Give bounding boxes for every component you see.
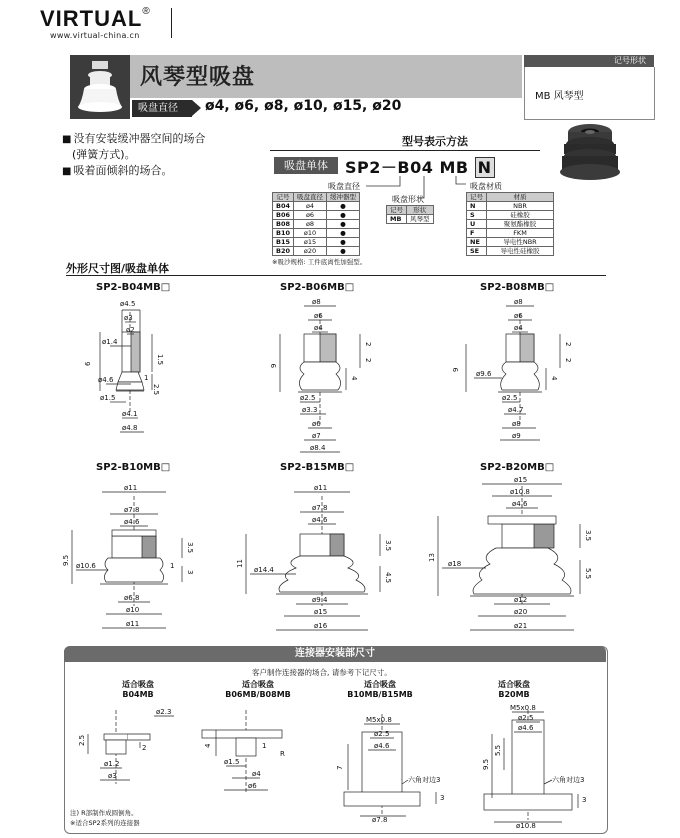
svg-text:3: 3 bbox=[440, 794, 445, 802]
dia-table-title: 吸盘直径 bbox=[328, 182, 360, 191]
svg-text:ø7.8: ø7.8 bbox=[312, 504, 328, 512]
svg-text:ø7.8: ø7.8 bbox=[124, 506, 140, 514]
svg-text:ø1.4: ø1.4 bbox=[102, 338, 118, 346]
svg-text:ø1.5: ø1.5 bbox=[224, 758, 240, 766]
svg-text:ø4.1: ø4.1 bbox=[122, 410, 138, 418]
svg-text:9: 9 bbox=[452, 367, 460, 372]
dim-b20-title: SP2-B20MB□ bbox=[480, 462, 555, 473]
dim-b15-title: SP2-B15MB□ bbox=[280, 462, 355, 473]
svg-text:3.5: 3.5 bbox=[186, 542, 194, 554]
conn-b04-title: 适合吸盘 B04MB bbox=[122, 680, 154, 699]
svg-text:ø16: ø16 bbox=[314, 622, 328, 630]
svg-text:ø12: ø12 bbox=[514, 596, 528, 604]
page-title: 风琴型吸盘 bbox=[140, 65, 256, 90]
svg-text:ø14.4: ø14.4 bbox=[254, 566, 274, 574]
svg-text:ø2: ø2 bbox=[126, 326, 135, 334]
dim-b08-drawing bbox=[452, 294, 590, 454]
svg-text:2: 2 bbox=[364, 358, 372, 363]
svg-text:ø11: ø11 bbox=[314, 484, 328, 492]
svg-text:ø4: ø4 bbox=[514, 324, 523, 332]
model-rule bbox=[270, 150, 540, 151]
symbol-body: MB 风琴型 bbox=[524, 67, 655, 120]
svg-text:4.5: 4.5 bbox=[384, 572, 392, 584]
svg-text:ø6.8: ø6.8 bbox=[124, 594, 140, 602]
svg-text:ø9.4: ø9.4 bbox=[312, 596, 328, 604]
feature-2: ■ 吸着面倾斜的场合。 bbox=[62, 164, 173, 177]
svg-text:ø10.6: ø10.6 bbox=[76, 562, 96, 570]
conn-b20-title: 适合吸盘 B20MB bbox=[498, 680, 530, 699]
dim-b04-title: SP2-B04MB□ bbox=[96, 282, 171, 293]
dim-b06-title: SP2-B06MB□ bbox=[280, 282, 355, 293]
header-divider bbox=[171, 8, 172, 38]
svg-text:ø4.6: ø4.6 bbox=[98, 376, 114, 384]
dims-rule bbox=[66, 275, 606, 276]
svg-text:ø4.8: ø4.8 bbox=[122, 424, 138, 432]
connector-note-1: 注) R部制作成圆倒角。 bbox=[70, 809, 138, 817]
brand-logo: VIRTUAL® bbox=[40, 6, 151, 31]
svg-text:ø4.5: ø4.5 bbox=[120, 300, 136, 308]
svg-text:1: 1 bbox=[262, 742, 267, 750]
svg-text:ø21: ø21 bbox=[514, 622, 528, 630]
svg-text:ø3: ø3 bbox=[108, 772, 117, 780]
svg-text:ø4.6: ø4.6 bbox=[374, 742, 390, 750]
svg-text:1.5: 1.5 bbox=[156, 354, 164, 366]
svg-text:9: 9 bbox=[270, 363, 278, 368]
symbol-header: 记号形状 bbox=[524, 55, 654, 67]
conn-b10-drawing bbox=[330, 704, 460, 824]
feature-1: ■ 没有安装缓冲器空间的场合 bbox=[62, 132, 206, 145]
svg-text:ø4: ø4 bbox=[314, 324, 323, 332]
svg-text:ø2.5: ø2.5 bbox=[502, 394, 518, 402]
conn-b10-title: 适合吸盘 B10MB/B15MB bbox=[347, 680, 413, 699]
svg-text:2.5: 2.5 bbox=[152, 384, 160, 396]
svg-text:ø6: ø6 bbox=[248, 782, 257, 790]
feature-1b: (弹簧方式)。 bbox=[72, 148, 136, 161]
svg-text:ø9.6: ø9.6 bbox=[476, 370, 492, 378]
conn-b04-drawing bbox=[76, 704, 186, 794]
svg-text:9.5: 9.5 bbox=[482, 758, 490, 770]
svg-text:1: 1 bbox=[144, 374, 149, 382]
svg-text:ø3.3: ø3.3 bbox=[302, 406, 318, 414]
shape-table-title: 吸盘形状 bbox=[392, 195, 424, 204]
svg-text:ø15: ø15 bbox=[314, 608, 328, 616]
svg-text:3: 3 bbox=[582, 796, 587, 804]
svg-text:ø4.7: ø4.7 bbox=[508, 406, 524, 414]
model-heading: 型号表示方法 bbox=[402, 135, 468, 148]
svg-text:2: 2 bbox=[364, 342, 372, 347]
svg-text:2.5: 2.5 bbox=[78, 734, 86, 746]
svg-text:ø11: ø11 bbox=[126, 620, 140, 628]
svg-text:ø2.5: ø2.5 bbox=[300, 394, 316, 402]
svg-text:7: 7 bbox=[336, 765, 344, 770]
svg-text:ø7.8: ø7.8 bbox=[372, 816, 388, 824]
svg-text:ø10.8: ø10.8 bbox=[510, 488, 530, 496]
dim-b10-title: SP2-B10MB□ bbox=[96, 462, 171, 473]
svg-text:M5x0.8: M5x0.8 bbox=[366, 716, 392, 724]
svg-text:ø6: ø6 bbox=[514, 312, 523, 320]
svg-text:六角对边3: 六角对边3 bbox=[408, 776, 441, 784]
svg-text:5.5: 5.5 bbox=[494, 744, 502, 756]
svg-text:ø18: ø18 bbox=[448, 560, 462, 568]
svg-text:ø8: ø8 bbox=[312, 298, 321, 306]
svg-text:ø4.6: ø4.6 bbox=[518, 724, 534, 732]
connector-heading: 连接器安装部尺寸 bbox=[64, 646, 606, 662]
svg-text:ø10.8: ø10.8 bbox=[516, 822, 536, 830]
svg-text:ø6: ø6 bbox=[314, 312, 323, 320]
svg-text:R: R bbox=[280, 750, 285, 758]
material-table-title: 吸盘材质 bbox=[470, 182, 502, 191]
dim-b20-drawing bbox=[430, 476, 610, 636]
dims-heading: 外形尺寸图/吸盘单体 bbox=[66, 262, 170, 275]
svg-text:2: 2 bbox=[142, 744, 147, 752]
svg-text:ø4.6: ø4.6 bbox=[124, 518, 140, 526]
svg-text:ø2.5: ø2.5 bbox=[518, 714, 534, 722]
svg-text:ø7: ø7 bbox=[312, 432, 321, 440]
shape-table: 记号 形状 MB 风琴型 bbox=[386, 205, 434, 224]
diameter-values: ø4, ø6, ø8, ø10, ø15, ø20 bbox=[205, 98, 402, 114]
svg-text:4: 4 bbox=[550, 376, 558, 381]
dim-b08-title: SP2-B08MB□ bbox=[480, 282, 555, 293]
svg-text:六角对边3: 六角对边3 bbox=[552, 776, 585, 784]
svg-text:ø6: ø6 bbox=[312, 420, 321, 428]
svg-text:9.5: 9.5 bbox=[62, 554, 70, 566]
dim-b15-drawing bbox=[236, 476, 400, 636]
conn-b06-drawing bbox=[196, 704, 316, 804]
dim-b10-drawing bbox=[62, 476, 202, 636]
dim-b06-drawing bbox=[270, 294, 390, 454]
svg-text:ø4.6: ø4.6 bbox=[512, 500, 528, 508]
svg-text:ø20: ø20 bbox=[514, 608, 528, 616]
svg-text:4: 4 bbox=[350, 376, 358, 381]
svg-text:ø1.2: ø1.2 bbox=[104, 760, 120, 768]
svg-text:ø8: ø8 bbox=[514, 298, 523, 306]
svg-text:ø9: ø9 bbox=[512, 432, 521, 440]
svg-text:ø1.5: ø1.5 bbox=[100, 394, 116, 402]
model-code: SP2－B04 MB N bbox=[345, 155, 495, 178]
svg-text:3.5: 3.5 bbox=[384, 540, 392, 552]
svg-text:ø11: ø11 bbox=[124, 484, 138, 492]
dim-b04-drawing bbox=[70, 294, 190, 444]
product-photo bbox=[550, 120, 630, 200]
suction-cup-icon bbox=[70, 55, 130, 119]
svg-text:ø8: ø8 bbox=[512, 420, 521, 428]
svg-text:ø2.3: ø2.3 bbox=[156, 708, 172, 716]
svg-text:2: 2 bbox=[564, 358, 572, 363]
svg-text:3.5: 3.5 bbox=[584, 530, 592, 542]
diameter-table: 记号 吸盘直径 缓冲器型 B04 ø4 ● B06 ø6 ● B08 ø8 ● B10 ø10 ● B15 ø15 ● B20 ø20 ● bbox=[272, 192, 360, 256]
diameter-tag: 吸盘直径 bbox=[132, 100, 192, 117]
svg-text:ø15: ø15 bbox=[514, 476, 528, 484]
svg-text:3: 3 bbox=[186, 570, 194, 575]
svg-text:6: 6 bbox=[84, 361, 92, 366]
svg-text:4: 4 bbox=[204, 743, 212, 748]
model-note: ※吸沙规格: 工件底离性加强型。 bbox=[272, 258, 367, 266]
svg-text:ø3: ø3 bbox=[124, 314, 133, 322]
svg-text:ø8.4: ø8.4 bbox=[310, 444, 326, 452]
conn-b06-title: 适合吸盘 B06MB/B08MB bbox=[225, 680, 291, 699]
product-icon-box bbox=[70, 55, 130, 119]
conn-b20-drawing bbox=[470, 704, 600, 830]
svg-text:ø10: ø10 bbox=[126, 606, 140, 614]
svg-text:M5x0.8: M5x0.8 bbox=[510, 704, 536, 712]
connector-note-2: ※适合SP2系列的连接器 bbox=[70, 819, 140, 827]
svg-text:ø4: ø4 bbox=[252, 770, 261, 778]
svg-text:ø2.5: ø2.5 bbox=[374, 730, 390, 738]
svg-text:2: 2 bbox=[564, 342, 572, 347]
svg-text:5.5: 5.5 bbox=[584, 568, 592, 580]
brand-url: www.virtual-china.cn bbox=[50, 31, 140, 40]
svg-text:1: 1 bbox=[170, 562, 175, 570]
model-unit-label: 吸盘单体 bbox=[274, 157, 338, 174]
svg-text:13: 13 bbox=[428, 553, 436, 562]
connector-subtitle: 客户制作连接器的场合, 请参考下记尺寸。 bbox=[252, 668, 392, 677]
svg-text:ø4.6: ø4.6 bbox=[312, 516, 328, 524]
material-table: 记号 材质 N NBR S 硅橡胶 U 聚氨酯橡胶 F FKM NE 导电性NBR SE 导电性硅橡胶 bbox=[466, 192, 554, 256]
svg-text:11: 11 bbox=[236, 559, 244, 568]
